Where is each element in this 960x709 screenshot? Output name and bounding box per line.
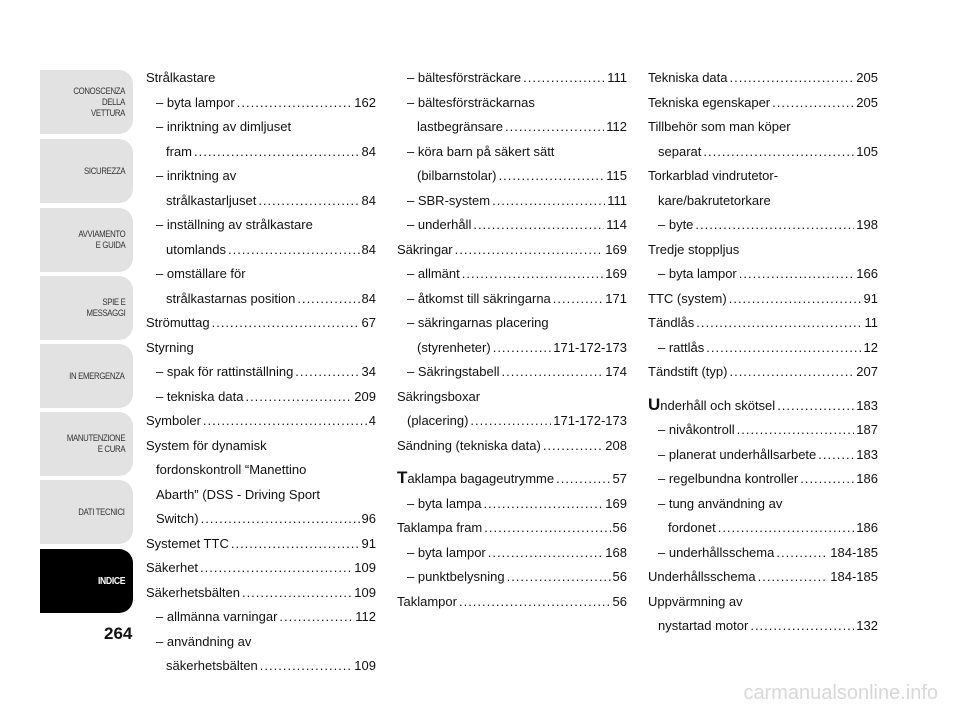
index-term: – byta lampor — [658, 266, 737, 281]
index-term: – punktbelysning — [407, 569, 505, 584]
index-term: – planerat underhållsarbete — [658, 446, 817, 462]
index-term: Strömuttag — [146, 315, 210, 330]
section-letter: T — [397, 468, 408, 487]
index-entry — [397, 492, 627, 517]
index-term: – säkringarnas placering — [407, 315, 549, 330]
index-term — [397, 466, 554, 492]
index-entry — [146, 581, 376, 606]
leader-dots — [505, 115, 604, 140]
tab-label: CONOSCENZA DELLA VETTURA — [73, 85, 125, 119]
index-term: Tredje stoppljus — [648, 241, 740, 257]
index-term-rest: aklampa bagageutrymme — [407, 471, 555, 486]
index-entry — [146, 115, 376, 140]
index-term: – SBR-system — [407, 192, 491, 208]
index-term: – underhåll — [407, 217, 472, 232]
index-term: Styrning — [146, 339, 194, 355]
page-ref[interactable]: 183 — [856, 446, 878, 462]
page-ref[interactable]: 205 — [856, 70, 878, 85]
index-entry — [397, 213, 627, 238]
index-entry — [146, 287, 376, 312]
index-entry — [146, 164, 376, 189]
leader-dots — [231, 532, 360, 557]
index-entry — [146, 189, 376, 214]
index-term: Switch) — [156, 511, 199, 526]
tab-label: SICUREZZA — [83, 165, 125, 177]
page-ref[interactable]: 56 — [612, 520, 627, 535]
leader-dots — [543, 434, 603, 459]
leader-dots — [706, 336, 861, 361]
index-column-2 — [397, 66, 627, 614]
index-entry — [146, 483, 376, 508]
page-ref[interactable]: 4 — [368, 413, 376, 428]
index-entry — [397, 140, 627, 165]
index-term: Underhållsschema — [648, 569, 756, 584]
tab-avviamento-e-guida[interactable] — [40, 208, 133, 272]
index-entry — [397, 466, 627, 492]
leader-dots — [730, 66, 855, 91]
tab-manutenzione-e-cura[interactable] — [40, 412, 133, 476]
leader-dots — [523, 66, 605, 91]
index-term: säkerhetsbälten — [166, 658, 258, 673]
index-term: – byte — [658, 217, 694, 232]
leader-dots — [483, 492, 603, 517]
page-ref[interactable]: 112 — [355, 609, 376, 624]
index-entry — [397, 336, 627, 361]
index-term: Tekniska egenskaper — [648, 94, 771, 110]
leader-dots — [695, 213, 854, 238]
leader-dots — [729, 360, 854, 385]
index-entry — [146, 458, 376, 483]
index-term: – nivåkontroll — [658, 422, 735, 437]
index-entry — [397, 311, 627, 336]
tab-label: AVVIAMENTO E GUIDA — [77, 229, 125, 251]
index-entry — [397, 434, 627, 459]
page-ref[interactable]: 184-185 — [830, 569, 878, 584]
page-ref[interactable]: 111 — [607, 192, 627, 208]
page-ref[interactable]: 109 — [354, 658, 376, 673]
page-ref[interactable]: 171 — [605, 290, 627, 306]
index-term: Uppvärmning av — [648, 593, 743, 609]
index-entry — [397, 565, 627, 590]
index-entry — [648, 360, 878, 385]
page-ref[interactable]: 169 — [605, 495, 627, 511]
leader-dots — [194, 140, 360, 165]
leader-dots — [739, 262, 855, 287]
tab-in-emergenza[interactable] — [40, 344, 133, 408]
index-entry — [648, 91, 878, 116]
leader-dots — [245, 385, 352, 410]
index-term: Systemet TTC — [146, 535, 229, 551]
index-term: – allmänt — [407, 266, 460, 281]
index-entry — [146, 91, 376, 116]
page-ref[interactable]: 171-172-173 — [553, 413, 627, 428]
page-ref[interactable]: 209 — [354, 388, 376, 404]
leader-dots — [473, 213, 604, 238]
index-term: Säkringsboxar — [397, 388, 481, 404]
leader-dots — [718, 516, 855, 541]
index-term: (styrenheter) — [417, 339, 491, 355]
index-term: – omställare för — [156, 266, 246, 281]
index-term: System för dynamisk — [146, 437, 267, 453]
index-entry — [648, 590, 878, 615]
index-entry — [397, 541, 627, 566]
page-ref[interactable]: 57 — [612, 471, 627, 486]
index-entry — [648, 66, 878, 91]
leader-dots — [696, 311, 862, 336]
leader-dots — [212, 311, 360, 336]
index-entry — [648, 140, 878, 165]
index-entry — [397, 385, 627, 410]
index-term: Torkarblad vindrutetor- — [648, 168, 779, 183]
index-term: Sändning (tekniska data) — [397, 437, 541, 453]
index-entry — [146, 630, 376, 655]
index-entry — [648, 443, 878, 468]
tab-spie-e-messaggi[interactable] — [40, 276, 133, 340]
leader-dots — [297, 287, 359, 312]
index-entry — [648, 115, 878, 140]
index-entry — [397, 189, 627, 214]
index-term: – inriktning av — [156, 168, 237, 183]
index-term: fram — [166, 143, 192, 159]
index-term: Tillbehör som man köper — [648, 119, 791, 134]
leader-dots — [203, 409, 367, 434]
page-ref[interactable]: 198 — [856, 217, 878, 232]
index-entry — [648, 418, 878, 443]
tab-label: INDICE — [97, 574, 125, 587]
page-ref[interactable]: 105 — [856, 143, 878, 159]
index-entry — [146, 336, 376, 361]
leader-dots — [488, 541, 604, 566]
page-ref[interactable]: 84 — [361, 241, 376, 257]
index-term: – spak för rattinställning — [156, 364, 294, 379]
index-term: strålkastarljuset — [166, 192, 257, 208]
leader-dots — [201, 507, 360, 532]
leader-dots — [502, 360, 604, 385]
index-entry — [648, 287, 878, 312]
section-letter: U — [648, 394, 661, 414]
watermark: carmanualsonline.info — [743, 682, 938, 704]
page-ref[interactable]: 56 — [612, 593, 627, 609]
index-entry — [648, 565, 878, 590]
page-ref[interactable]: 132 — [856, 618, 878, 633]
index-term: – byta lampor — [407, 544, 486, 560]
leader-dots — [459, 590, 611, 615]
page-ref[interactable]: 67 — [361, 315, 376, 330]
index-term: Abarth” (DSS - Driving Sport — [156, 486, 320, 502]
page-ref[interactable]: 114 — [606, 217, 627, 232]
index-entry — [648, 467, 878, 492]
index-term: Säkringar — [397, 241, 453, 257]
page-ref[interactable]: 91 — [361, 535, 376, 551]
index-term — [648, 393, 775, 419]
leader-dots — [758, 565, 829, 590]
index-entry — [146, 385, 376, 410]
index-term: fordonet — [668, 520, 716, 535]
index-entry — [146, 213, 376, 238]
page-ref[interactable]: 84 — [361, 290, 376, 306]
page-ref[interactable]: 183 — [856, 397, 878, 413]
page-ref[interactable]: 111 — [607, 70, 627, 85]
leader-dots — [777, 394, 854, 419]
leader-dots — [228, 238, 360, 263]
leader-dots — [750, 614, 854, 639]
leader-dots — [200, 556, 352, 581]
leader-dots — [484, 516, 610, 541]
leader-dots — [737, 418, 855, 443]
index-entry — [146, 140, 376, 165]
index-term: (placering) — [407, 413, 469, 428]
leader-dots — [818, 443, 854, 468]
tab-label: SPIE E MESSAGGI — [86, 297, 125, 319]
leader-dots — [462, 262, 604, 287]
tab-conoscenza-della-vettura[interactable] — [40, 70, 133, 134]
leader-dots — [498, 164, 604, 189]
index-entry — [648, 164, 878, 189]
page-ref[interactable]: 11 — [864, 315, 878, 330]
page-ref[interactable]: 171-172-173 — [553, 339, 627, 355]
index-entry — [648, 213, 878, 238]
index-entry — [397, 238, 627, 263]
page-number: 264 — [104, 624, 133, 643]
index-term: – allmänna varningar — [156, 609, 278, 624]
leader-dots — [556, 467, 610, 492]
index-term: nystartad motor — [658, 618, 749, 633]
index-term: – byta lampa — [407, 495, 482, 511]
index-term: – rattlås — [658, 339, 705, 355]
page-ref[interactable]: 184-185 — [830, 544, 878, 560]
index-term: – tung användning av — [658, 495, 783, 511]
index-term: (bilbarnstolar) — [417, 168, 497, 183]
index-entry — [648, 393, 878, 419]
index-entry — [648, 614, 878, 639]
index-term: Tekniska data — [648, 70, 728, 85]
page-ref[interactable]: 112 — [606, 119, 627, 134]
leader-dots — [295, 360, 359, 385]
page-ref[interactable]: 205 — [856, 94, 878, 110]
page-ref[interactable]: 169 — [605, 266, 627, 281]
tab-indice[interactable] — [40, 549, 133, 613]
leader-dots — [242, 581, 352, 606]
index-entry — [397, 164, 627, 189]
index-term: – regelbundna kontroller — [658, 471, 799, 486]
index-entry — [648, 262, 878, 287]
index-term: separat — [658, 143, 702, 159]
tab-label: DATI TECNICI — [78, 506, 125, 518]
index-term: utomlands — [166, 241, 226, 257]
page-ref[interactable]: 84 — [361, 192, 376, 208]
index-term: – inriktning av dimljuset — [156, 119, 292, 134]
index-entry — [648, 189, 878, 214]
index-entry — [146, 556, 376, 581]
index-entry — [397, 287, 627, 312]
page-ref[interactable]: 186 — [856, 471, 878, 486]
page-ref[interactable]: 187 — [856, 422, 878, 437]
page-ref[interactable]: 115 — [606, 168, 627, 183]
index-term: – byta lampor — [156, 94, 235, 110]
tab-sicurezza[interactable] — [40, 139, 133, 203]
page-ref[interactable]: 166 — [856, 266, 878, 281]
index-entry — [397, 409, 627, 434]
leader-dots — [258, 189, 359, 214]
index-entry — [146, 532, 376, 557]
page-ref[interactable]: 91 — [863, 290, 878, 306]
index-entry — [397, 360, 627, 385]
index-term: Taklampor — [397, 593, 457, 609]
index-term: Symboler — [146, 413, 201, 428]
index-entry — [648, 336, 878, 361]
index-entry — [146, 654, 376, 679]
leader-dots — [470, 409, 551, 434]
index-term: Tändstift (typ) — [648, 364, 728, 379]
index-entry — [648, 541, 878, 566]
index-term: Taklampa fram — [397, 520, 483, 535]
page-ref[interactable]: 34 — [361, 364, 376, 379]
leader-dots — [800, 467, 854, 492]
page-ref[interactable]: 84 — [361, 143, 376, 159]
page-ref[interactable]: 207 — [856, 364, 878, 379]
page-ref[interactable]: 109 — [354, 560, 376, 575]
tab-label: IN EMERGENZA — [69, 370, 125, 382]
index-term: strålkastarnas position — [166, 290, 296, 306]
leader-dots — [703, 140, 854, 165]
index-term: – underhållsschema — [658, 544, 775, 560]
index-entry — [397, 516, 627, 541]
index-entry — [146, 238, 376, 263]
page-ref[interactable]: 168 — [605, 544, 627, 560]
index-term: – bältesförsträckarnas — [407, 94, 535, 110]
leader-dots — [507, 565, 611, 590]
page-ref[interactable]: 169 — [605, 241, 627, 257]
leader-dots — [729, 287, 862, 312]
page-ref[interactable]: 96 — [361, 511, 376, 526]
page-ref[interactable]: 174 — [605, 364, 627, 379]
page-ref[interactable]: 109 — [354, 584, 376, 600]
index-entry — [397, 590, 627, 615]
tab-dati-tecnici[interactable] — [40, 480, 133, 544]
leader-dots — [776, 541, 828, 566]
index-term: kare/bakrutetorkare — [658, 192, 771, 208]
leader-dots — [260, 654, 353, 679]
leader-dots — [455, 238, 604, 263]
index-entry — [397, 115, 627, 140]
leader-dots — [772, 91, 854, 116]
index-entry — [146, 262, 376, 287]
index-entry — [397, 91, 627, 116]
leader-dots — [279, 605, 353, 630]
index-entry — [397, 262, 627, 287]
index-entry — [146, 311, 376, 336]
page-ref[interactable]: 12 — [863, 339, 878, 355]
page-ref[interactable]: 208 — [605, 437, 627, 453]
page-ref[interactable]: 162 — [354, 94, 376, 110]
index-term: – användning av — [156, 633, 252, 649]
index-term: fordonskontroll “Manettino — [156, 462, 307, 477]
index-term: Strålkastare — [146, 70, 216, 85]
index-column-3 — [648, 66, 878, 639]
index-term: – köra barn på säkert sätt — [407, 143, 555, 159]
index-entry — [146, 507, 376, 532]
index-entry — [146, 66, 376, 91]
page-ref[interactable]: 186 — [856, 520, 878, 535]
page-ref[interactable]: 56 — [612, 569, 627, 584]
leader-dots — [553, 287, 604, 312]
index-entry — [648, 311, 878, 336]
index-term: – åtkomst till säkringarna — [407, 290, 551, 306]
index-term: TTC (system) — [648, 290, 727, 306]
index-term: – Säkringstabell — [407, 364, 500, 379]
leader-dots — [492, 189, 605, 214]
index-term-rest: nderhåll och skötsel — [660, 397, 776, 413]
index-entry — [648, 238, 878, 263]
index-term: – tekniska data — [156, 388, 244, 404]
index-entry — [648, 492, 878, 517]
index-term: – bältesförsträckare — [407, 70, 522, 85]
index-column-1 — [146, 66, 376, 679]
index-term: Tändlås — [648, 315, 695, 330]
leader-dots — [237, 91, 353, 116]
leader-dots — [493, 336, 552, 361]
index-entry — [146, 434, 376, 459]
index-term: Säkerhetsbälten — [146, 584, 240, 600]
index-term: lastbegränsare — [417, 119, 503, 134]
tab-label: MANUTENZIONE E CURA — [66, 433, 125, 455]
index-entry — [648, 516, 878, 541]
index-entry — [146, 605, 376, 630]
index-term: Säkerhet — [146, 560, 199, 575]
index-entry — [146, 360, 376, 385]
index-entry — [397, 66, 627, 91]
index-term: – inställning av strålkastare — [156, 217, 313, 232]
index-entry — [146, 409, 376, 434]
